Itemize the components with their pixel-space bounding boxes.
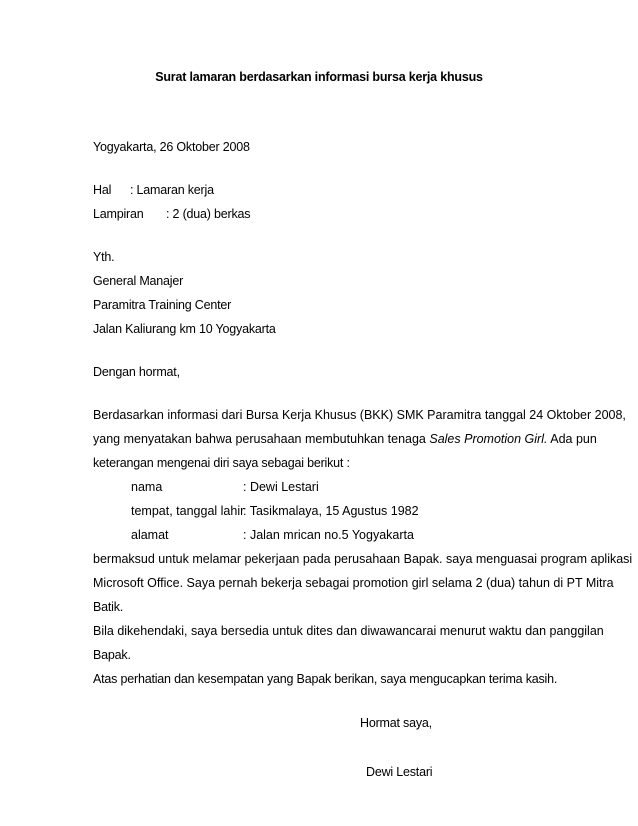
detail-label: nama xyxy=(131,480,163,494)
signature: Dewi Lestari xyxy=(366,765,433,779)
detail-value: : Jalan mrican no.5 Yogyakarta xyxy=(243,528,414,542)
detail-label: tempat, tanggal lahir xyxy=(131,504,245,518)
detail-value: : Tasikmalaya, 15 Agustus 1982 xyxy=(243,504,419,518)
closing: Hormat saya, xyxy=(360,716,432,730)
greeting: Dengan hormat, xyxy=(93,365,180,379)
detail-value: : Dewi Lestari xyxy=(243,480,319,494)
para3-line: Bila dikehendaki, saya bersedia untuk dites dan diwawancarai menurut waktu dan panggilan xyxy=(93,624,604,638)
lampiran-label: Lampiran xyxy=(93,207,144,221)
para1-line3: keterangan mengenai diri saya sebagai berikut : xyxy=(93,456,350,470)
letter-title: Surat lamaran berdasarkan informasi bursa kerja khusus xyxy=(155,70,483,84)
hal-label: Hal xyxy=(93,183,112,197)
place-date: Yogyakarta, 26 Oktober 2008 xyxy=(93,140,250,154)
lampiran-value: : 2 (dua) berkas xyxy=(166,207,251,221)
para3-line: Bapak. xyxy=(93,648,131,662)
recipient-line: General Manajer xyxy=(93,274,184,288)
para2-line: bermaksud untuk melamar pekerjaan pada perusahaan Bapak. saya menguasai program aplikasi xyxy=(93,552,633,566)
recipient-line: Jalan Kaliurang km 10 Yogyakarta xyxy=(93,322,276,336)
para2-line: Batik. xyxy=(93,600,124,614)
hal-value: : Lamaran kerja xyxy=(130,183,214,197)
para2-line: Microsoft Office. Saya pernah bekerja sebagai promotion girl selama 2 (dua) tahun di PT Mitra xyxy=(93,576,614,590)
recipient-line: Paramitra Training Center xyxy=(93,298,232,312)
job-title: Sales Promotion Girl. xyxy=(429,432,548,446)
para1-line1: Berdasarkan informasi dari Bursa Kerja Khusus (BKK) SMK Paramitra tanggal 24 Oktober 2008, xyxy=(93,408,626,422)
recipient-line: Yth. xyxy=(93,250,115,264)
para1-line2: yang menyatakan bahwa perusahaan membutuhkan tenaga Sales Promotion Girl. Ada pun xyxy=(93,432,597,446)
para4-line: Atas perhatian dan kesempatan yang Bapak berikan, saya mengucapkan terima kasih. xyxy=(93,672,558,686)
detail-label: alamat xyxy=(131,528,169,542)
